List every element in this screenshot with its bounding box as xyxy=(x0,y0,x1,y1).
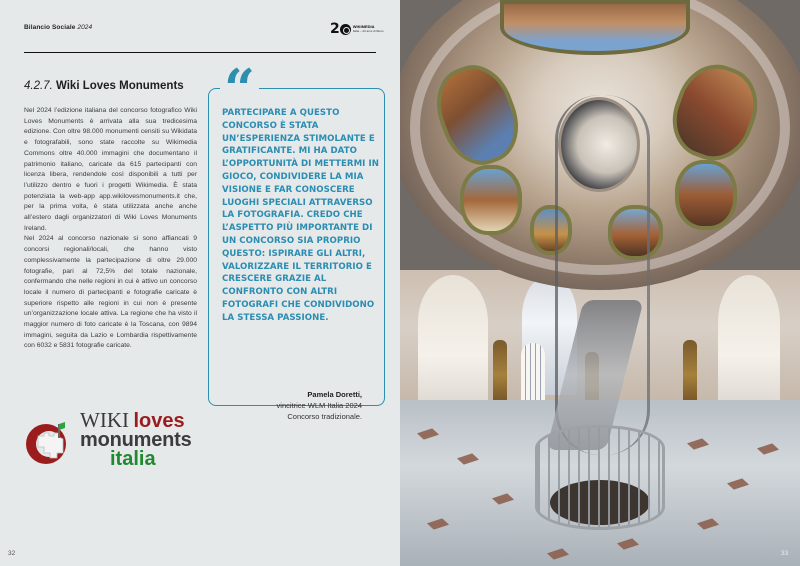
logo-subtitle: Italia – 20 anni di libero xyxy=(352,29,384,33)
quote-author-category: Concorso tradizionale. xyxy=(287,412,362,421)
wlm-wordmark xyxy=(80,410,192,469)
quote-mark-icon: “ xyxy=(220,62,259,102)
section-number: 4.2.7. xyxy=(24,80,53,92)
wlm-italia: italia xyxy=(110,448,156,470)
page-number-right: 33 xyxy=(781,550,789,557)
right-page-photo xyxy=(400,0,800,566)
body-text xyxy=(24,106,197,352)
logo-wordmark xyxy=(353,25,384,33)
wlm-wiki: WIKI xyxy=(80,408,129,432)
wlm-monuments: monuments xyxy=(80,429,192,451)
photo-arch xyxy=(418,275,488,410)
photo-fresco xyxy=(675,160,737,230)
photo-arch xyxy=(718,275,780,410)
paragraph: Nel 2024 al concorso nazionale si sono affiancati 9 concorsi regionali/locali, che hanno visto complessivamente la partecipazione di oltre 29.000 fotografie, pari al 72,5% del totale nazionale, confermando che nelle regioni in cui è attivo un concorso locale il numero di partecipanti e fotografie caricate è superiore rispetto alle regioni in cui non è presente un’organizzazione locale attiva. La regione che ha visto il maggior numero di foto caricate è la Toscana, con 9894 immagini, seguita da Lazio e Lombardia rispettivamente con 6032 e 5831 fotografie caricate. xyxy=(24,235,197,350)
logo-brand: WIKIMEDIA xyxy=(352,24,375,29)
wikimedia-globe-icon xyxy=(340,24,351,35)
wiki-loves-monuments-italia-logo xyxy=(24,410,194,470)
quote-author-role: vincitrice WLM Italia 2024 xyxy=(276,401,362,410)
photo-stair-railing xyxy=(535,425,665,530)
quote-text: PARTECIPARE A QUESTO CONCORSO È STATA UN’ESPERIENZA STIMOLANTE E GRATIFICANTE. MI HA DATO L’OPPORTUNITÀ DI METTERMI IN GIOCO, CONDIVIDERE LA MIA VISIONE E FAR CONOSCERE LUOGHI SPECIALI ATTRAVERSO LA FOTOGRAFIA. CREDO CHE L’ASPETTO PIÙ IMPORTANTE DI UN CONCORSO SIA PROPRIO QUESTO: ISPIRARE GLI ALTRI, VALORIZZARE IL TERRITORIO E CRESCERE GRAZIE AL CONFRONTO CON ALTRI FOTOGRAFI CHE CONDIVIDONO LA STESSA PASSIONE. xyxy=(222,108,379,323)
wlm-emblem-icon xyxy=(24,418,72,466)
header-divider xyxy=(24,52,376,53)
paragraph: Nel 2024 l’edizione italiana del concorso fotografico Wiki Loves Monuments è arrivata alla sua tredicesima edizione. Con oltre 98.000 monumenti censiti su Wikidata e fotografabili, sono state raccolte su Wikimedia Commons oltre 40.000 immagini che documentano il patrimonio italiano, caricate da 615 partecipanti con licenza libera, rendendole così disponibili a tutti per l’utilizzo dentro e fuori i progetti Wikimedia. È stata potenziata la web-app app.wikilovesmonuments.it che, per la prima volta, è stata utilizzata anche anche all’estero dagli organizzatori di Wiki Loves Monuments Ireland. xyxy=(24,107,197,232)
logo-20-mark: 2 xyxy=(330,21,351,37)
section-title xyxy=(24,80,184,92)
wlm-loves: loves xyxy=(133,410,185,432)
quote-author-name: Pamela Doretti, xyxy=(307,390,362,399)
report-year: 2024 xyxy=(77,24,93,31)
wikimedia-20-logo xyxy=(330,21,384,37)
dome-staircase-photo xyxy=(400,0,800,566)
report-title xyxy=(24,24,92,31)
photo-fresco xyxy=(500,0,690,55)
section-title-text: Wiki Loves Monuments xyxy=(55,80,184,92)
report-title-text: Bilancio Sociale xyxy=(24,24,76,31)
photo-fresco xyxy=(460,165,522,235)
page-number-left: 32 xyxy=(8,550,16,557)
quote-attribution xyxy=(222,389,362,422)
